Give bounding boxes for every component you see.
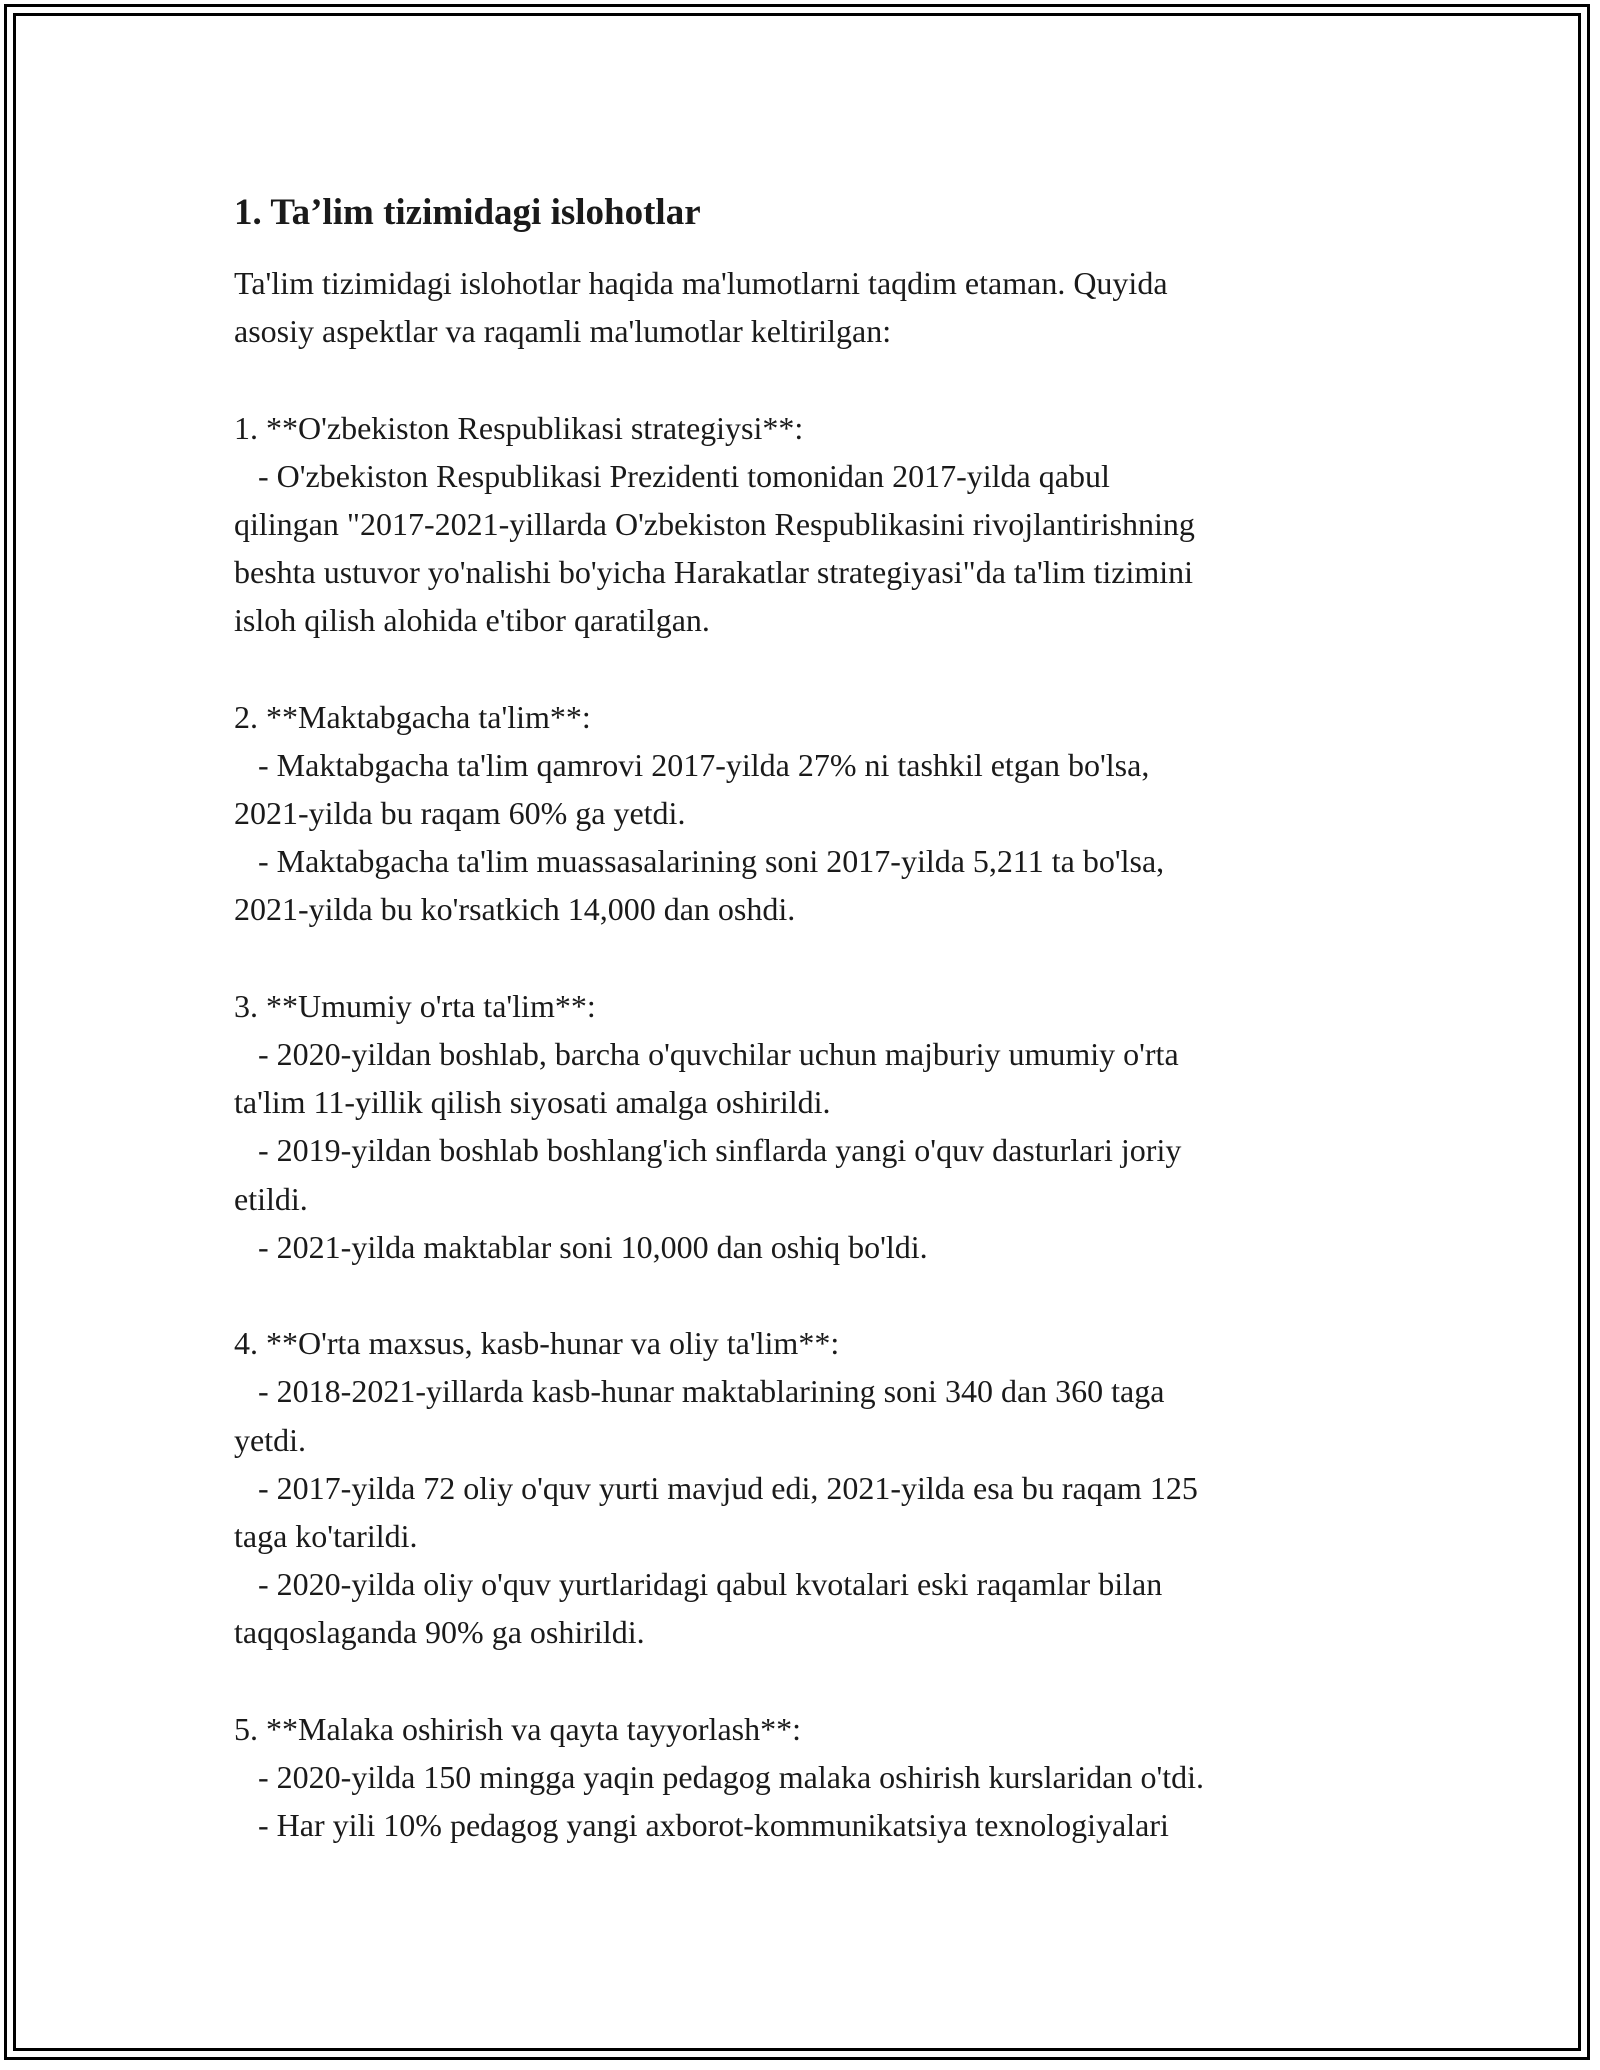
- blank-line: [234, 355, 1384, 403]
- text-line: Ta'lim tizimidagi islohotlar haqida ma'lumotlarni taqdim etaman. Quyida: [234, 265, 1168, 301]
- section-heading: 1. Ta’lim tizimidagi islohotlar: [234, 192, 701, 233]
- text-line: - Maktabgacha ta'lim qamrovi 2017-yilda 27% ni tashkil etgan bo'lsa,: [234, 746, 1150, 783]
- text-line: - 2018-2021-yillarda kasb-hunar maktablarining soni 340 dan 360 taga: [234, 1373, 1165, 1410]
- text-line: yetdi.: [234, 1421, 306, 1458]
- list-item-title: 3. **Umumiy o'rta ta'lim**:: [234, 987, 596, 1024]
- text-line: - Maktabgacha ta'lim muassasalarining soni 2017-yilda 5,211 ta bo'lsa,: [234, 843, 1165, 880]
- text-line: - O'zbekiston Respublikasi Prezidenti tomonidan 2017-yilda qabul: [234, 457, 1110, 494]
- blank-line: [234, 934, 1384, 982]
- text-line: etildi.: [234, 1180, 308, 1217]
- blank-line: [234, 1656, 1384, 1704]
- text-line: taqqoslaganda 90% ga oshirildi.: [234, 1614, 645, 1651]
- text-line: - 2021-yilda maktablar soni 10,000 dan oshiq bo'ldi.: [234, 1228, 928, 1265]
- text-line: - 2017-yilda 72 oliy o'quv yurti mavjud edi, 2021-yilda esa bu raqam 125: [234, 1469, 1198, 1506]
- text-line: ta'lim 11-yillik qilish siyosati amalga oshirildi.: [234, 1084, 831, 1121]
- list-item-title: 2. **Maktabgacha ta'lim**:: [234, 698, 591, 735]
- text-line: 2021-yilda bu raqam 60% ga yetdi.: [234, 795, 686, 832]
- text-line: - Har yili 10% pedagog yangi axborot-kommunikatsiya texnologiyalari: [234, 1807, 1169, 1843]
- text-line: qilingan "2017-2021-yillarda O'zbekiston Respublikasini rivojlantirishning: [234, 505, 1195, 542]
- document-body: [234, 185, 1384, 1849]
- text-line: - 2020-yilda 150 mingga yaqin pedagog malaka oshirish kurslaridan o'tdi.: [234, 1758, 1205, 1795]
- blank-line: [234, 1271, 1384, 1319]
- body-text: [234, 259, 1384, 1849]
- list-item-title: 5. **Malaka oshirish va qayta tayyorlash**:: [234, 1710, 801, 1747]
- text-line: asosiy aspektlar va raqamli ma'lumotlar keltirilgan:: [234, 313, 892, 350]
- blank-line: [234, 645, 1384, 693]
- list-item-title: 4. **O'rta maxsus, kasb-hunar va oliy ta'lim**:: [234, 1325, 840, 1362]
- text-line: isloh qilish alohida e'tibor qaratilgan.: [234, 602, 710, 639]
- text-line: - 2020-yilda oliy o'quv yurtlaridagi qabul kvotalari eski raqamlar bilan: [234, 1566, 1163, 1603]
- text-line: 2021-yilda bu ko'rsatkich 14,000 dan oshdi.: [234, 891, 796, 928]
- text-line: - 2019-yildan boshlab boshlang'ich sinflarda yangi o'quv dasturlari joriy: [234, 1132, 1182, 1169]
- list-item-title: 1. **O'zbekiston Respublikasi strategiysi**:: [234, 409, 804, 446]
- text-line: - 2020-yildan boshlab, barcha o'quvchilar uchun majburiy umumiy o'rta: [234, 1036, 1179, 1072]
- text-line: beshta ustuvor yo'nalishi bo'yicha Harakatlar strategiyasi"da ta'lim tizimini: [234, 554, 1193, 591]
- text-line: taga ko'tarildi.: [234, 1517, 418, 1554]
